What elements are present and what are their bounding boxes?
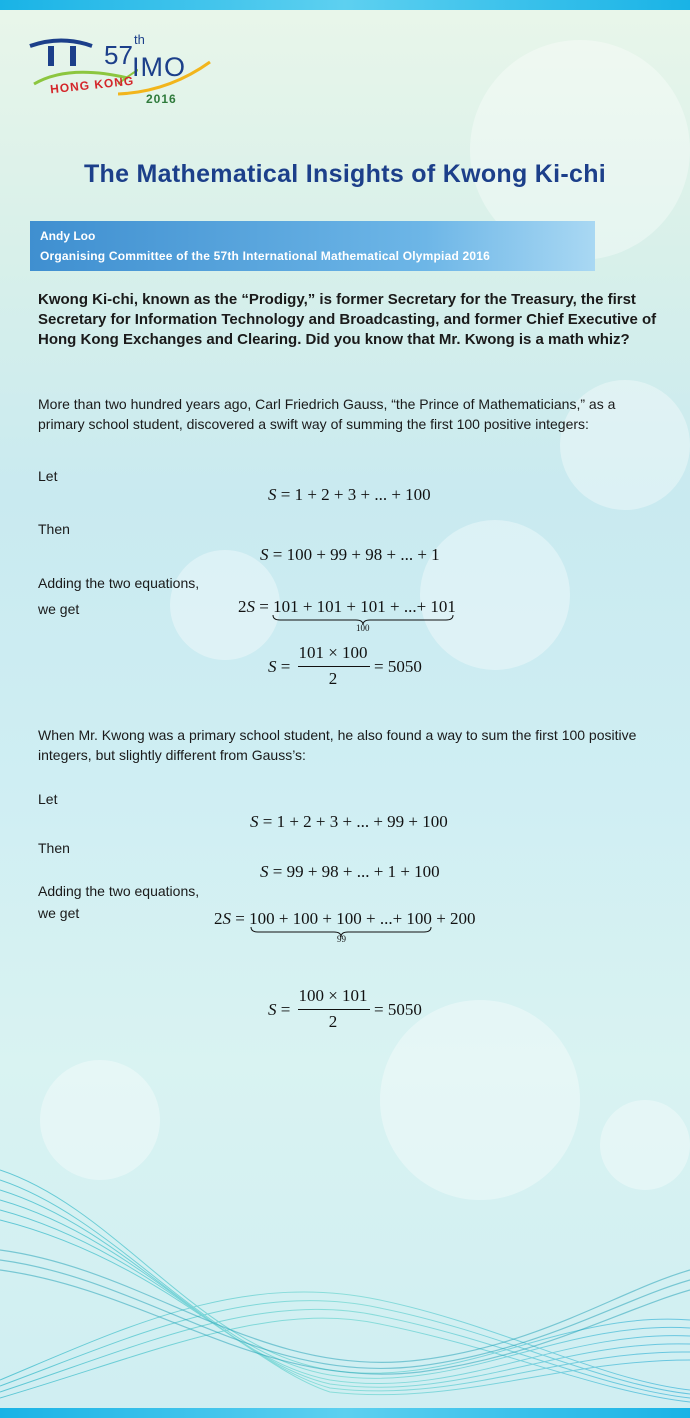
gauss-fraction-bar xyxy=(298,666,370,667)
kwong-equation-4-result: = 5050 xyxy=(374,1000,422,1019)
kwong-weget-label: we get xyxy=(38,905,80,921)
gauss-adding-label: Adding the two equations, xyxy=(38,575,200,591)
intro-paragraph: Kwong Ki-chi, known as the “Prodigy,” is former Secretary for the Treasury, the first Secretary for Information Technology and Broadcasting, and former Chief Executive of Hong Kong Exchanges and Clearing. Did you know that Mr. Kwong is a math whiz? xyxy=(38,291,657,348)
logo-ordinal: th xyxy=(134,32,145,47)
logo-year: 2016 xyxy=(146,92,177,106)
kwong-paragraph: When Mr. Kwong was a primary school student, he also found a way to sum the first 100 positive integers, but slightly different from Gauss’s: xyxy=(38,727,637,763)
gauss-equation-4-lhs: S = xyxy=(268,657,291,676)
gauss-equation-3: 2S = 101 + 101 + 101 + ...+ 101 xyxy=(238,597,456,616)
bottom-accent-bar xyxy=(0,1408,690,1418)
gauss-fraction xyxy=(296,643,372,691)
page-title: The Mathematical Insights of Kwong Ki-chi xyxy=(83,160,607,188)
gauss-weget-label: we get xyxy=(38,601,80,617)
gauss-fraction-denominator: 2 xyxy=(328,669,338,688)
kwong-then-label: Then xyxy=(38,840,70,856)
kwong-fraction-numerator: 100 × 101 xyxy=(298,986,368,1005)
gauss-then-label: Then xyxy=(38,521,70,537)
kwong-let-label: Let xyxy=(38,791,58,807)
gauss-equation-1: S = 1 + 2 + 3 + ... + 100 xyxy=(268,485,431,504)
gauss-fraction-numerator: 101 × 100 xyxy=(298,643,368,662)
gauss-equation-4-result: = 5050 xyxy=(374,657,422,676)
kwong-fraction-denominator: 2 xyxy=(328,1012,338,1031)
kwong-equation-2: S = 99 + 98 + ... + 1 + 100 xyxy=(260,862,440,881)
author-affiliation: Organising Committee of the 57th International Mathematical Olympiad 2016 xyxy=(40,249,491,263)
gauss-brace-count: 100 xyxy=(356,623,370,633)
imo-logo xyxy=(28,30,218,110)
logo-city: HONG KONG xyxy=(49,73,135,97)
logo-number: 57 xyxy=(104,40,133,70)
wave-decoration xyxy=(0,1150,690,1408)
gauss-equation-2: S = 100 + 99 + 98 + ... + 1 xyxy=(260,545,440,564)
top-accent-bar xyxy=(0,0,690,10)
kwong-fraction-bar xyxy=(298,1009,370,1010)
gauss-paragraph: More than two hundred years ago, Carl Friedrich Gauss, “the Prince of Mathematicians,” as a primary school student, discovered a swift way of summing the first 100 positive integers: xyxy=(38,396,616,432)
gauss-let-label: Let xyxy=(38,468,58,484)
author-name: Andy Loo xyxy=(40,229,96,243)
bokeh-circle xyxy=(420,520,570,670)
kwong-equation-4-lhs: S = xyxy=(268,1000,291,1019)
kwong-equation-1: S = 1 + 2 + 3 + ... + 99 + 100 xyxy=(250,812,448,831)
author-banner xyxy=(30,221,595,271)
kwong-fraction xyxy=(296,986,372,1034)
kwong-equation-3: 2S = 100 + 100 + 100 + ...+ 100 + 200 xyxy=(214,909,476,928)
kwong-brace-count: 99 xyxy=(337,934,346,944)
logo-imo-text: IMO xyxy=(132,52,186,82)
kwong-adding-label: Adding the two equations, xyxy=(38,883,200,899)
